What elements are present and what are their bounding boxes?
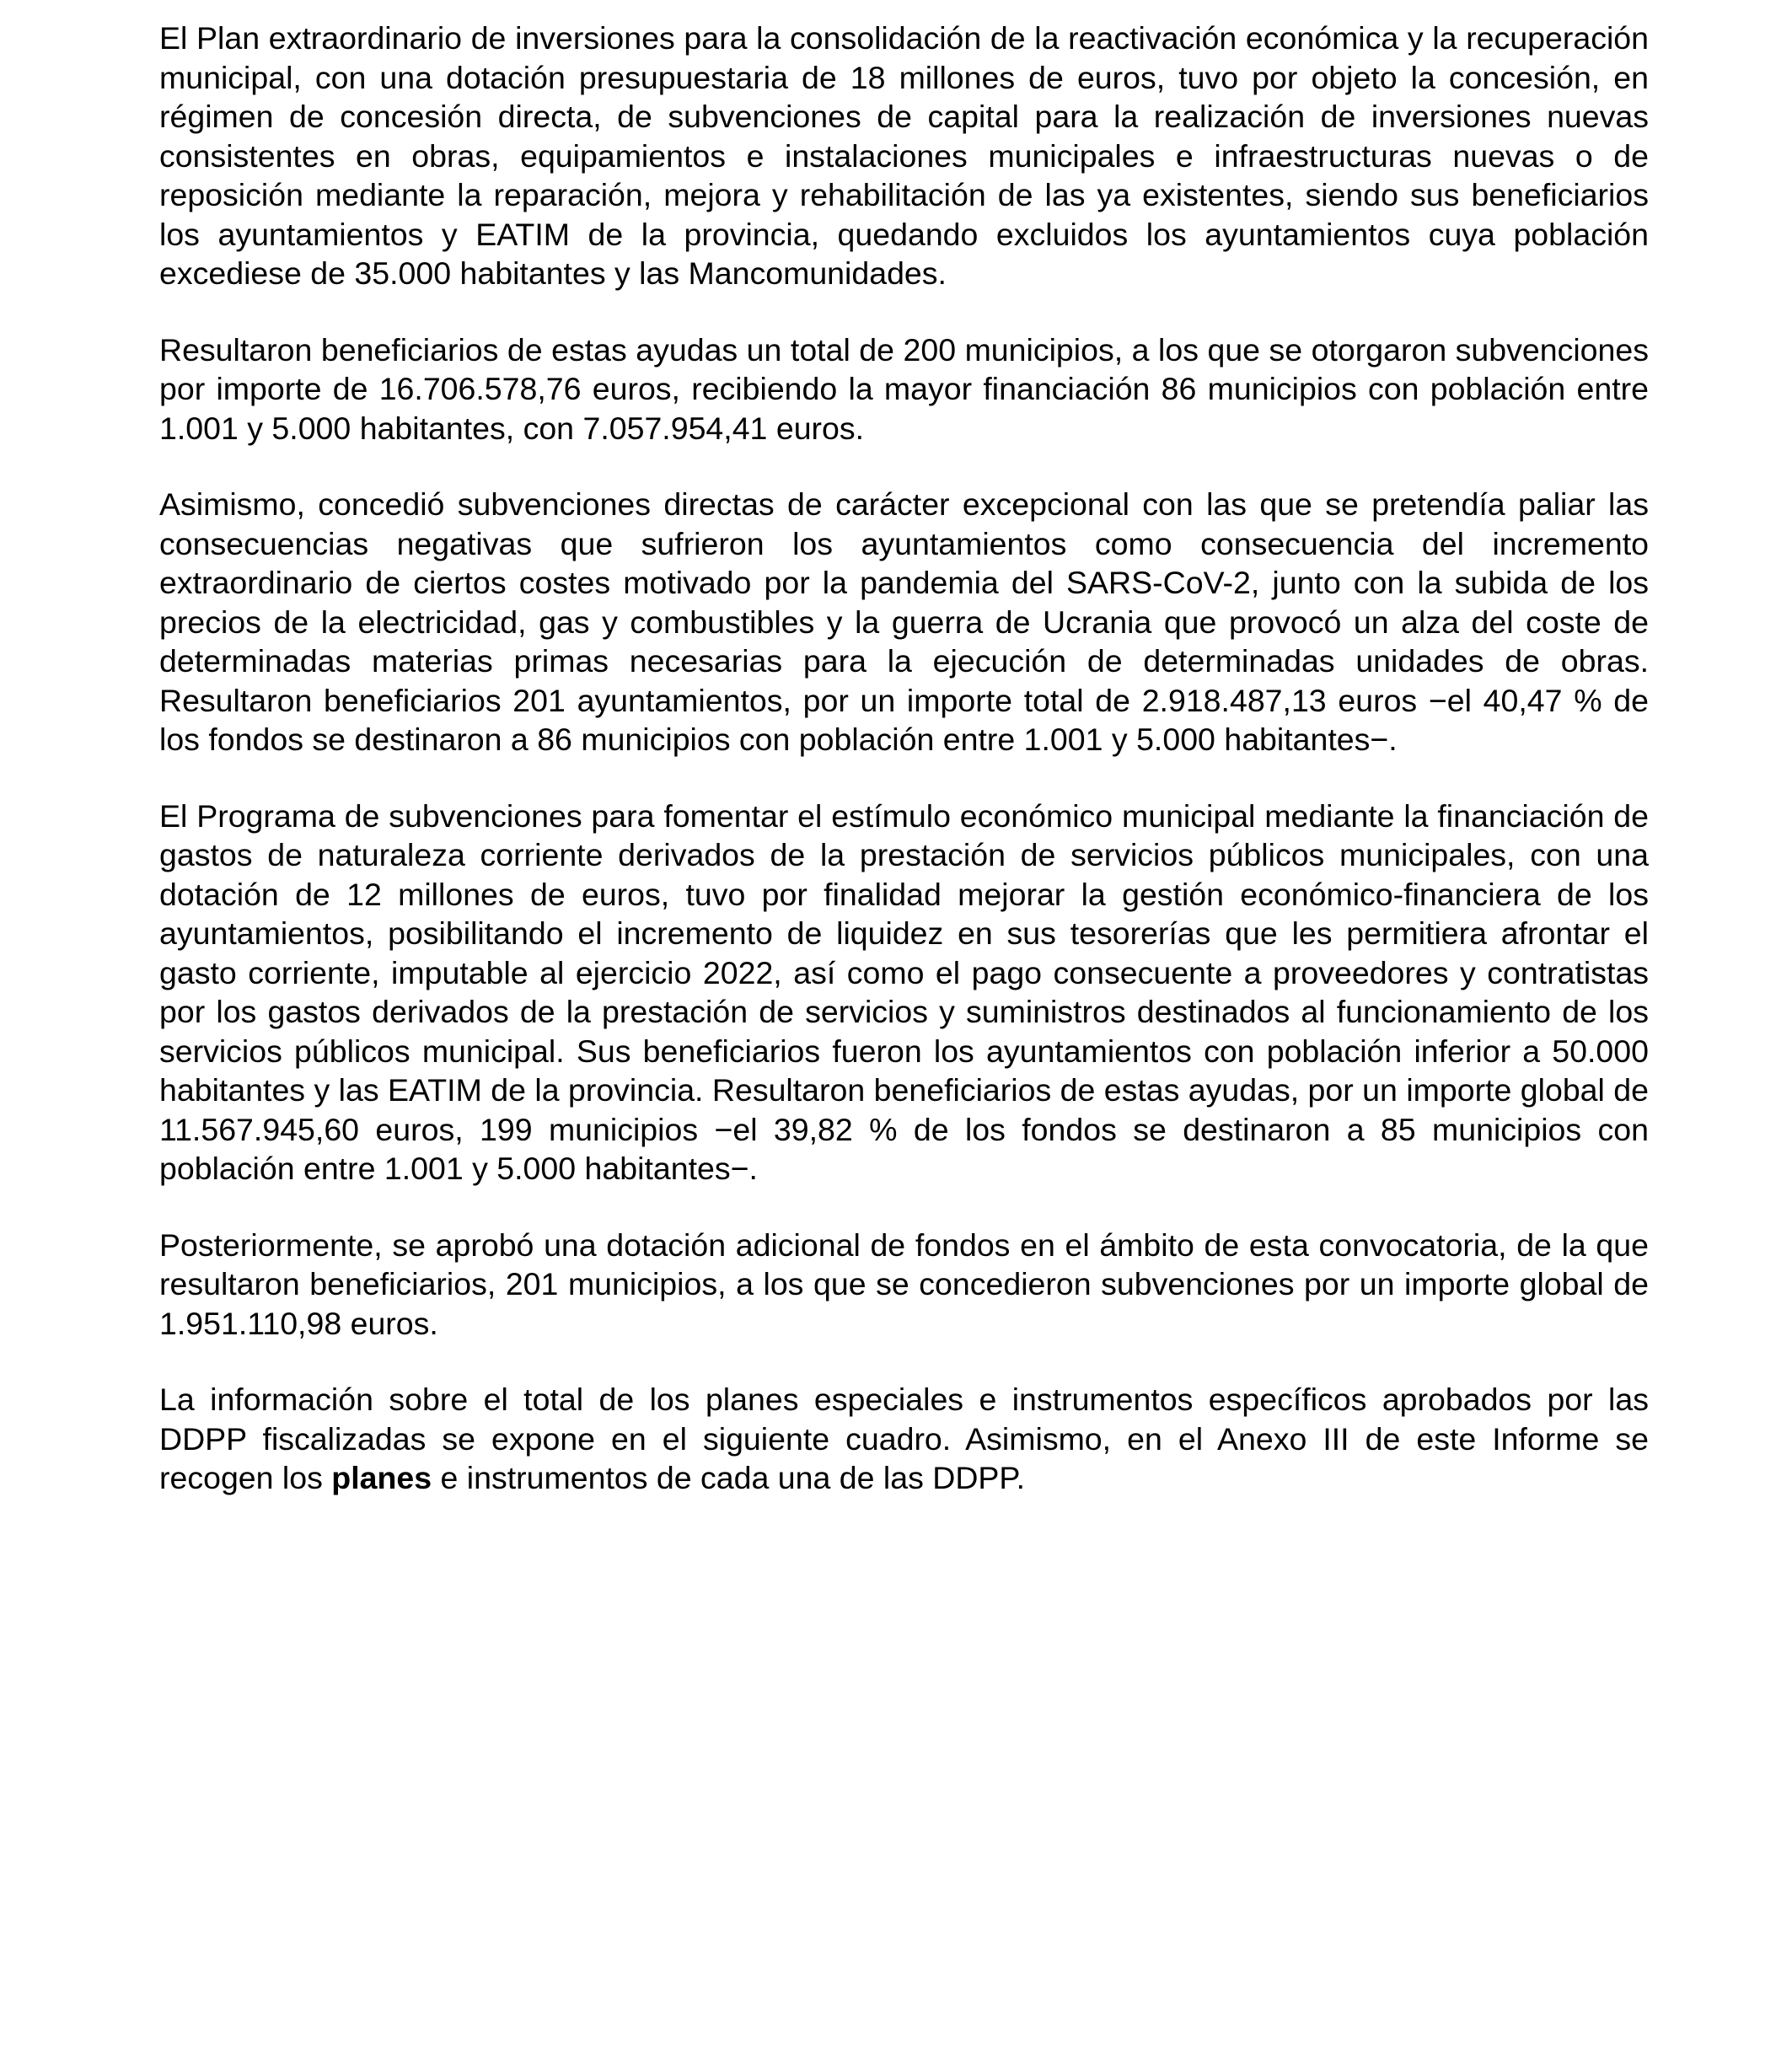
paragraph-informacion-planes	[159, 1380, 1649, 1498]
bold-term-planes: planes	[331, 1460, 432, 1495]
paragraph-subvenciones-excepcionales: Asimismo, concedió subvenciones directas de carácter excepcional con las que se pretendía paliar las consecuencias negativas que sufrieron los ayuntamientos como consecuencia del incremento extraordinario de ciertos costes motivado por la pandemia del SARS-CoV-2, junto con la subida de los precios de la electricidad, gas y combustibles y la guerra de Ucrania que provocó un alza del coste de determinadas materias primas necesarias para la ejecución de determinadas unidades de obras. Resultaron beneficiarios 201 ayuntamientos, por un importe total de 2.918.487,13 euros −el 40,47 % de los fondos se destinaron a 86 municipios con población entre 1.001 y 5.000 habitantes−.	[159, 486, 1649, 757]
paragraph-beneficiarios-200: Resultaron beneficiarios de estas ayudas un total de 200 municipios, a los que se otorgaron subvenciones por importe de 16.706.578,76 euros, recibiendo la mayor financiación 86 municipios con población entre 1.001 y 5.000 habitantes, con 7.057.954,41 euros.	[159, 331, 1649, 446]
paragraph-text-before: La información sobre el total de los planes especiales e instrumentos específicos aprobados por las DDPP fiscalizadas se expone en el siguiente cuadro. Asimismo, en el Anexo III de este Informe se recogen los	[159, 1382, 1649, 1495]
document-body	[159, 19, 1649, 1535]
paragraph-plan-extraordinario: El Plan extraordinario de inversiones para la consolidación de la reactivación económica y la recuperación municipal, con una dotación presupuestaria de 18 millones de euros, tuvo por objeto la concesión, en régimen de concesión directa, de subvenciones de capital para la realización de inversiones nuevas consistentes en obras, equipamientos e instalaciones municipales e infraestructuras nuevas o de reposición mediante la reparación, mejora y rehabilitación de las ya existentes, siendo sus beneficiarios los ayuntamientos y EATIM de la provincia, quedando excluidos los ayuntamientos cuya población excediese de 35.000 habitantes y las Mancomunidades.	[159, 20, 1649, 291]
paragraph-text-after: e instrumentos de cada una de las DDPP.	[432, 1460, 1026, 1495]
paragraph-dotacion-adicional: Posteriormente, se aprobó una dotación adicional de fondos en el ámbito de esta convocatoria, de la que resultaron beneficiarios, 201 municipios, a los que se concedieron subvenciones por un importe global de 1.951.110,98 euros.	[159, 1226, 1649, 1341]
paragraph-programa-estimulo: El Programa de subvenciones para fomentar el estímulo económico municipal mediante la financiación de gastos de naturaleza corriente derivados de la prestación de servicios públicos municipales, con una dotación de 12 millones de euros, tuvo por finalidad mejorar la gestión económico-financiera de los ayuntamientos, posibilitando el incremento de liquidez en sus tesorerías que les permitiera afrontar el gasto corriente, imputable al ejercicio 2022, así como el pago consecuente a proveedores y contratistas por los gastos derivados de la prestación de servicios y suministros destinados al funcionamiento de los servicios públicos municipal. Sus beneficiarios fueron los ayuntamientos con población inferior a 50.000 habitantes y las EATIM de la provincia. Resultaron beneficiarios de estas ayudas, por un importe global de 11.567.945,60 euros, 199 municipios −el 39,82 % de los fondos se destinaron a 85 municipios con población entre 1.001 y 5.000 habitantes−.	[159, 797, 1649, 1186]
